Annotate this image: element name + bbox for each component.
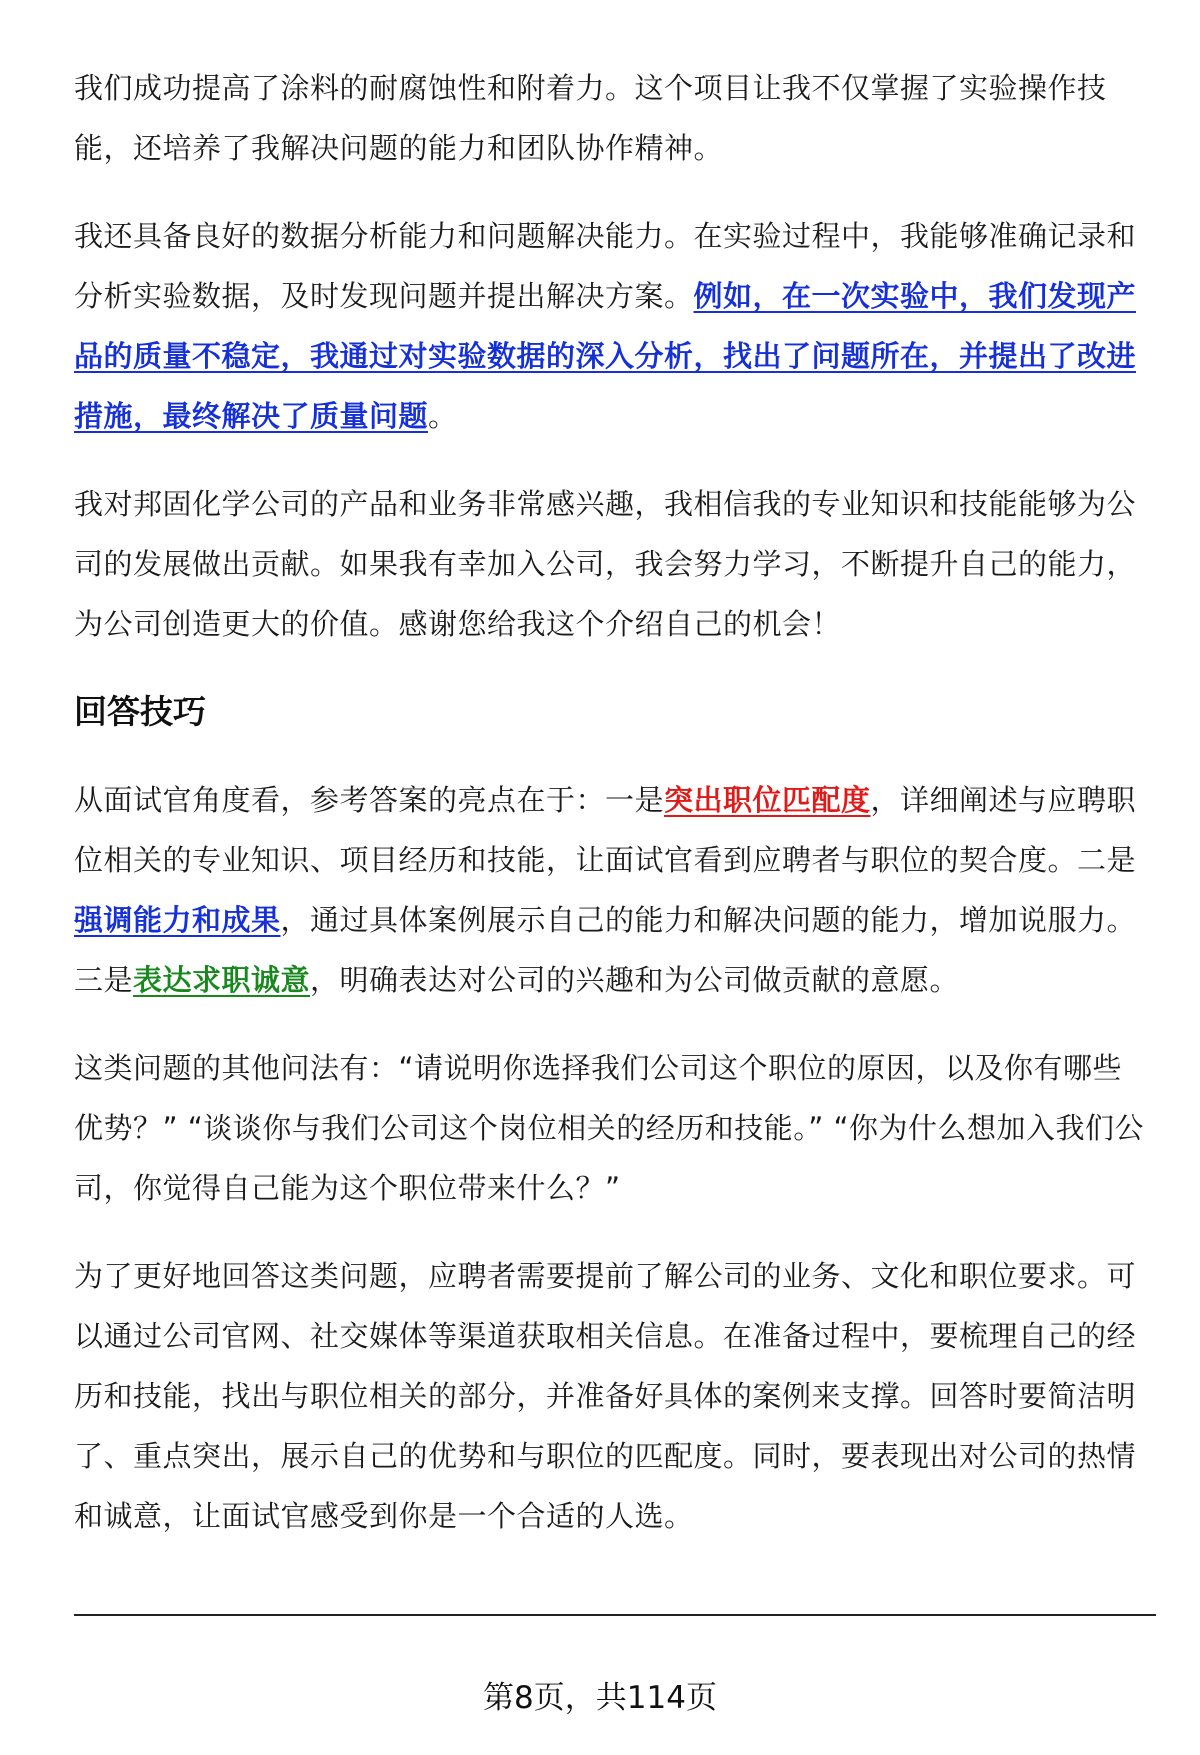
paragraph-project-result: [74, 58, 1146, 178]
paragraph-preparation: [74, 1246, 1146, 1546]
paragraph-text: ，详细阐述与应聘职位相关的专业知识、项目经历和技能，让面试官看到应聘者与职位的契合度。二是: [74, 783, 1137, 877]
paragraph-text: ，通过具体案例展示自己的能力和解决问题的能力，增加说服力。三是: [74, 903, 1137, 997]
highlight-green: 表达求职诚意: [133, 963, 311, 997]
document-page: [74, 58, 1146, 1574]
paragraph-text: 我还具备良好的数据分析能力和问题解决能力。在实验过程中，我能够准确记录和分析实验数据，及时发现问题并提出解决方案。: [74, 219, 1137, 313]
paragraph-answer-highlights: [74, 770, 1146, 1010]
paragraph-text: 。: [428, 399, 458, 433]
paragraph-text: ，明确表达对公司的兴趣和为公司做贡献的意愿。: [310, 963, 960, 997]
highlighted-example: 例如，在一次实验中，我们发现产品的质量不稳定，我通过对实验数据的深入分析，找出了问题所在，并提出了改进措施，最终解决了质量问题: [74, 279, 1137, 433]
paragraph-text: 我对邦固化学公司的产品和业务非常感兴趣，我相信我的专业知识和技能能够为公司的发展做出贡献。如果我有幸加入公司，我会努力学习，不断提升自己的能力，为公司创造更大的价值。感谢您给我这个介绍自己的机会！: [74, 487, 1137, 641]
paragraph-text: 我们成功提高了涂料的耐腐蚀性和附着力。这个项目让我不仅掌握了实验操作技能，还培养了我解决问题的能力和团队协作精神。: [74, 71, 1107, 165]
paragraph-text: 这类问题的其他问法有：“请说明你选择我们公司这个职位的原因，以及你有哪些优势？” “谈谈你与我们公司这个岗位相关的经历和技能。” “你为什么想加入我们公司，你觉得自己能为这个职位带来什么？”: [74, 1051, 1145, 1205]
paragraph-text: 从面试官角度看，参考答案的亮点在于：一是: [74, 783, 665, 817]
paragraph-other-questions: [74, 1038, 1146, 1218]
section-heading: 回答技巧: [74, 692, 206, 731]
footer-divider: [74, 1614, 1156, 1616]
paragraph-text: 为了更好地回答这类问题，应聘者需要提前了解公司的业务、文化和职位要求。可以通过公司官网、社交媒体等渠道获取相关信息。在准备过程中，要梳理自己的经历和技能，找出与职位相关的部分，并准备好具体的案例来支撑。回答时要简洁明了、重点突出，展示自己的优势和与职位的匹配度。同时，要表现出对公司的热情和诚意，让面试官感受到你是一个合适的人选。: [74, 1259, 1137, 1533]
paragraph-interest: [74, 474, 1146, 654]
page-number: 第8页，共114页: [483, 1680, 717, 1716]
paragraph-data-analysis: [74, 206, 1146, 446]
highlight-blue: 强调能力和成果: [74, 903, 281, 937]
highlight-red: 突出职位匹配度: [664, 783, 871, 817]
